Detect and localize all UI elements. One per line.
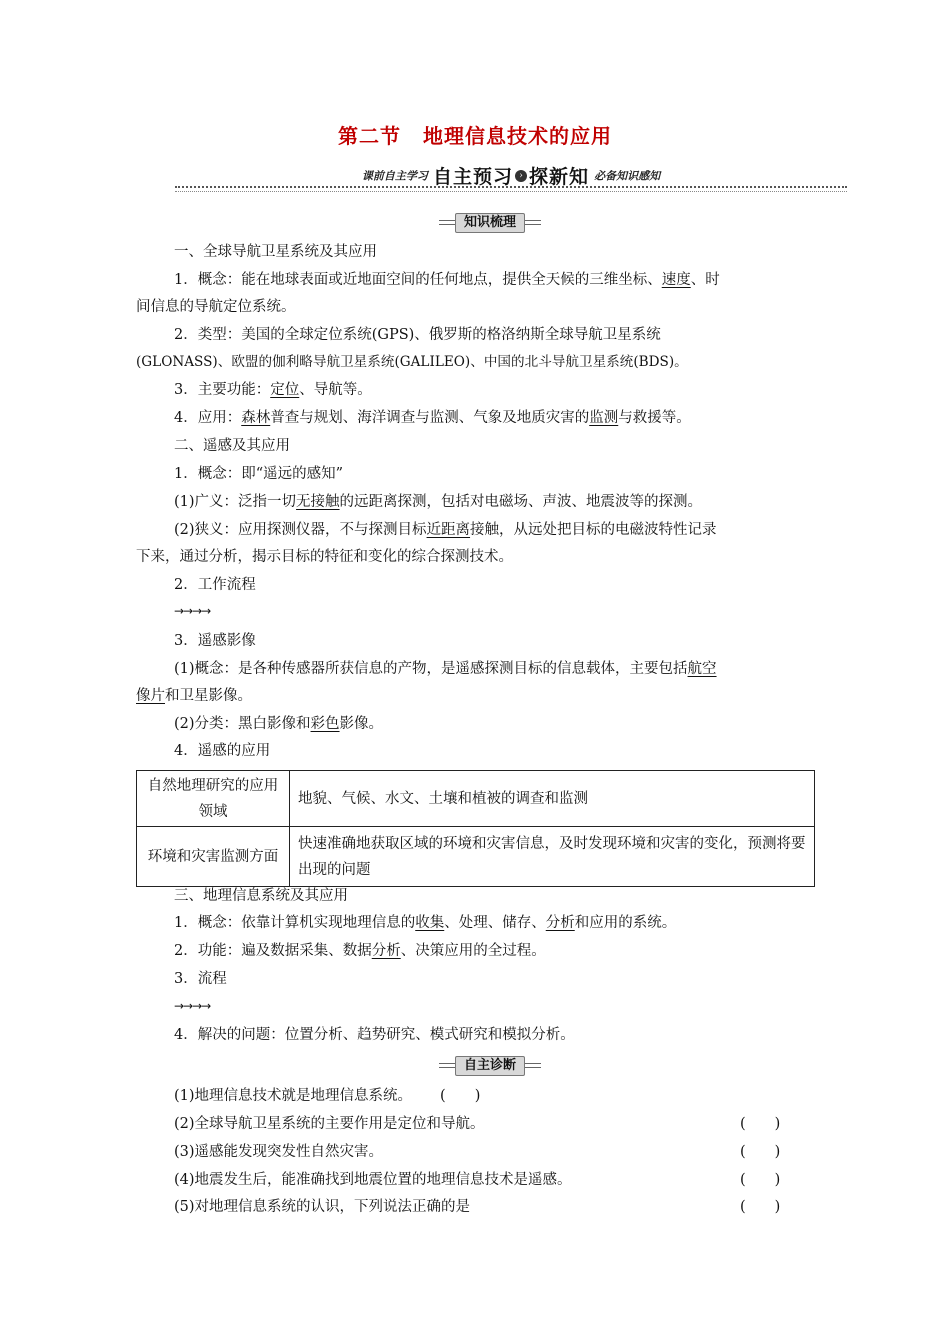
banner-title-1: 自主预习 (432, 166, 513, 188)
s2-p1: 1．概念：即“遥远的感知” (174, 466, 344, 482)
remote-sensing-application-table (136, 770, 815, 887)
table-row (137, 827, 815, 887)
table-row (137, 771, 815, 827)
s3-p2: 2．功能：遍及数据采集、数据分析、决策应用的全过程。 (174, 943, 546, 959)
s1-p1-line2: 间信息的导航定位系统。 (136, 299, 296, 315)
table-cell-field: 自然地理研究的应用领域 (137, 771, 290, 827)
section-banner (175, 162, 847, 192)
answer-blank[interactable]: ( ) (740, 1199, 781, 1215)
answer-blank[interactable]: ( ) (740, 1116, 781, 1132)
page-title (0, 120, 950, 149)
s2-p3: 3．遥感影像 (174, 633, 256, 649)
answer-blank[interactable]: ( ) (740, 1172, 781, 1188)
diagnosis-item: (5)对地理信息系统的认识，下列说法正确的是 (174, 1199, 471, 1215)
section-name: 地理信息技术的应用 (423, 124, 612, 148)
banner-right-label: 必备知识感知 (594, 169, 661, 183)
s3-p1: 1．概念：依靠计算机实现地理信息的收集、处理、储存、分析和应用的系统。 (174, 915, 677, 931)
s3-flow-arrows: →→→→ (174, 999, 211, 1013)
s1-p3: 3．主要功能：定位、导航等。 (174, 382, 372, 398)
s2-image-concept-line1: (1)概念：是各种传感器所获信息的产物，是遥感探测目标的信息载体，主要包括航空 (174, 661, 717, 677)
s2-broad: (1)广义：泛指一切无接触的远距离探测，包括对电磁场、声波、地震波等的探测。 (174, 494, 703, 510)
diagnosis-item: (1)地理信息技术就是地理信息系统。 ( ) (174, 1088, 481, 1104)
banner-title-2: 探新知 (529, 166, 590, 188)
s2-image-concept-line2: 像片和卫星影像。 (136, 688, 252, 704)
s3-heading: 三、地理信息系统及其应用 (174, 888, 348, 904)
answer-blank[interactable]: ( ) (440, 1088, 481, 1104)
s2-flow-arrows: →→→→ (174, 604, 211, 618)
s1-p1-line1: 1．概念：能在地球表面或近地面空间的任何地点，提供全天候的三维坐标、速度、时 (174, 272, 720, 288)
table-cell-content: 快速准确地获取区域的环境和灾害信息，及时发现环境和灾害的变化，预测将要出现的问题 (290, 827, 815, 887)
s1-p2-line1: 2．类型：美国的全球定位系统(GPS)、俄罗斯的格洛纳斯全球导航卫星系统 (174, 327, 661, 343)
s2-heading: 二、遥感及其应用 (174, 438, 290, 454)
s3-p4: 4．解决的问题：位置分析、趋势研究、模式研究和模拟分析。 (174, 1027, 575, 1043)
s2-p2: 2．工作流程 (174, 577, 256, 593)
answer-blank[interactable]: ( ) (740, 1144, 781, 1160)
table-cell-field: 环境和灾害监测方面 (137, 827, 290, 887)
s2-narrow-line1: (2)狭义：应用探测仪器，不与探测目标近距离接触，从远处把目标的电磁波特性记录 (174, 522, 717, 538)
banner-left-label: 课前自主学习 (361, 169, 428, 183)
s1-p4: 4．应用：森林普查与规划、海洋调查与监测、气象及地质灾害的监测与救援等。 (174, 410, 691, 426)
s2-image-types: (2)分类：黑白影像和彩色影像。 (174, 716, 384, 732)
banner-arrow-icon: › (515, 170, 527, 182)
diagnosis-tag: 自主诊断 (415, 1056, 565, 1074)
s2-narrow-line2: 下来，通过分析，揭示目标的特征和变化的综合探测技术。 (136, 549, 513, 565)
s2-p4: 4．遥感的应用 (174, 743, 271, 759)
s1-p2-line2: (GLONASS)、欧盟的伽利略导航卫星系统(GALILEO)、中国的北斗导航卫星系统(BDS)。 (136, 354, 688, 370)
diagnosis-item: (2)全球导航卫星系统的主要作用是定位和导航。 (174, 1116, 485, 1132)
knowledge-tag: 知识梳理 (415, 213, 565, 231)
s3-p3: 3．流程 (174, 971, 227, 987)
s1-heading: 一、全球导航卫星系统及其应用 (174, 244, 377, 260)
section-number: 第二节 (338, 124, 401, 148)
diagnosis-item: (4)地震发生后，能准确找到地震位置的地理信息技术是遥感。 (174, 1172, 572, 1188)
banner-divider (175, 186, 847, 192)
table-cell-content: 地貌、气候、水文、土壤和植被的调查和监测 (290, 771, 815, 827)
diagnosis-item: (3)遥感能发现突发性自然灾害。 (174, 1144, 384, 1160)
